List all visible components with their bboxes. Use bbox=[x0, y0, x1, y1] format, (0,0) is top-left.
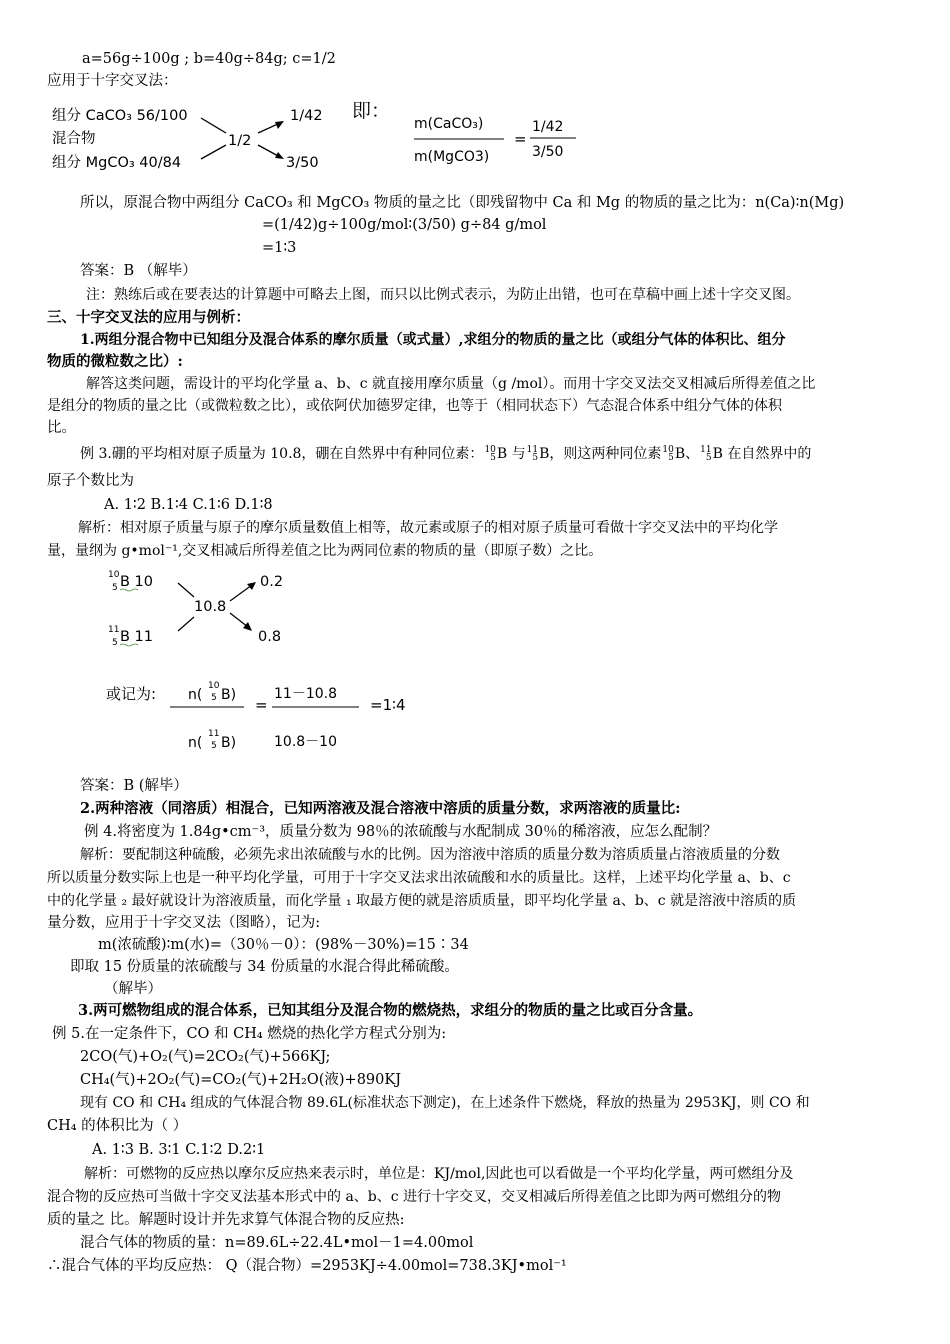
formula-line: m(浓硫酸)∶m(水)=（30％－0）：(98%－30%)=15∶34 bbox=[98, 937, 469, 953]
text-line: 解析：相对原子质量与原子的摩尔质量数值上相等，故元素或原子的相对原子质量可看做十字交叉法中的平均化学 bbox=[78, 520, 778, 536]
choices-line: A. 1∶3 B. 3∶1 C.1∶2 D.2∶1 bbox=[92, 1142, 266, 1158]
text-line: （解毕） bbox=[104, 981, 162, 997]
isotope-mass: 10 bbox=[108, 570, 120, 580]
text-line: 原子个数比为 bbox=[47, 473, 134, 489]
text-line: 解析：可燃物的反应热以摩尔反应热来表示时，单位是：KJ/mol,因此也可以看做是一个平均化学量，两可燃组分及 bbox=[84, 1166, 794, 1182]
isotope-mass: 10 bbox=[484, 445, 496, 455]
text-line: 混合物的反应热可当做十字交叉法基本形式中的 a、b、c 进行十字交叉，交叉相减后所得差值之比即为两可燃组分的物 bbox=[47, 1189, 782, 1205]
fraction-numerator: m(CaCO₃) bbox=[414, 116, 484, 132]
answer-line: 答案：B (解毕） bbox=[80, 778, 188, 794]
example-text: B、 bbox=[674, 446, 700, 462]
text-line: 量分数，应用于十字交叉法（图略），记为: bbox=[47, 915, 321, 931]
text-line: 中的化学量 ₂ 最好就设计为溶液质量，而化学量 ₁ 取最方便的就是溶质质量，即平均化学量 a、b、c 就是溶液中溶质的质 bbox=[47, 893, 797, 909]
cross-line bbox=[178, 583, 194, 597]
diagram-center-value: 1/2 bbox=[228, 133, 252, 149]
text-line: 所以质量分数实际上也是一种平均化学量，可用于十字交叉法求出浓硫酸和水的质量比。这样，上述平均化学量 a、b、c bbox=[47, 870, 791, 886]
example-line bbox=[80, 444, 811, 464]
text-line: 质的量之 比。解题时设计并先求算气体混合物的反应热: bbox=[47, 1212, 405, 1228]
text-line: 所以，原混合物中两组分 CaCO₃ 和 MgCO₃ 物质的量之比（即残留物中 Ca 和 Mg 的物质的量之比为：n(Ca)∶n(Mg) bbox=[80, 195, 845, 211]
diagram-out-top: 0.2 bbox=[260, 574, 284, 590]
text-line: 比。 bbox=[47, 420, 76, 436]
isotope-number: 5 bbox=[705, 453, 712, 463]
example-line: 例 5.在一定条件下，CO 和 CH₄ 燃烧的热化学方程式分别为: bbox=[52, 1026, 447, 1042]
cross-diagram-caco3-mgco3 bbox=[46, 95, 606, 185]
isotope-notation bbox=[662, 446, 673, 462]
answer-line: 答案：B （解毕） bbox=[80, 263, 197, 279]
diagram-center-value: 10.8 bbox=[194, 599, 227, 615]
formula-line: ∴混合气体的平均反应热： Q（混合物）=2953KJ÷4.00mol=738.3KJ•mol⁻¹ bbox=[47, 1258, 567, 1274]
text-line: 解析：要配制这种硫酸，必须先求出浓硫酸与水的比例。因为溶液中溶质的质量分数为溶质质量占溶液质量的分数 bbox=[80, 847, 780, 863]
note-line: 注：熟练后或在要表达的计算题中可略去上图，而只以比例式表示，为防止出错，也可在草稿中画上述十字交叉图。 bbox=[86, 287, 800, 303]
fraction-numerator: 1/42 bbox=[532, 119, 564, 135]
subheading: 1.两组分混合物中已知组分及混合体系的摩尔质量（或式量）,求组分的物质的量之比（或组分气体的体积比、组分 bbox=[80, 332, 786, 348]
ratio-result: =1∶4 bbox=[370, 696, 406, 714]
equals-sign: = bbox=[514, 130, 527, 148]
text-line: a=56g÷100g ; b=40g÷84g; c=1/2 bbox=[82, 51, 336, 67]
fraction-denominator: 3/50 bbox=[532, 144, 564, 160]
arrow-head bbox=[243, 622, 252, 631]
diagram-row-caco3: 组分 CaCO₃ 56/100 bbox=[52, 108, 188, 124]
isotope-number: 5 bbox=[490, 453, 496, 463]
isotope-number: 5 bbox=[532, 453, 539, 463]
isotope-number: 5 bbox=[668, 453, 674, 463]
ratio-formula bbox=[104, 675, 504, 760]
isotope-number: 5 bbox=[112, 583, 118, 593]
equation-line: 2CO(气)+O₂(气)=2CO₂(气)+566KJ; bbox=[80, 1049, 331, 1065]
text-line: 量，量纲为 g•mol⁻¹,交叉相减后所得差值之比为两同位素的物质的量（即原子数）之比。 bbox=[47, 543, 603, 559]
example-text: B 与 bbox=[496, 446, 526, 462]
text-line: 即取 15 份质量的浓硫酸与 34 份质量的水混合得此稀硫酸。 bbox=[70, 959, 459, 975]
text-line: =(1/42)g÷100g/mol∶(3/50) g÷84 g/mol bbox=[262, 217, 547, 233]
fraction-numerator-end: B) bbox=[221, 687, 237, 703]
isotope-mass: 10 bbox=[208, 681, 220, 691]
diagram-out-top: 1/42 bbox=[290, 108, 323, 124]
diagram-ji-label: 即： bbox=[352, 100, 391, 122]
example-text: B，则这两种同位素 bbox=[539, 446, 662, 462]
isotope-mass: 11 bbox=[208, 729, 220, 739]
isotope-number: 5 bbox=[211, 741, 217, 751]
arrow-head bbox=[275, 121, 284, 129]
subheading: 3.两可燃物组成的混合体系，已知其组分及混合物的燃烧热，求组分的物质的量之比或百分含量。 bbox=[78, 1002, 703, 1019]
diagram-row-mixture: 混合物 bbox=[52, 131, 96, 147]
fraction-numerator: n( bbox=[188, 687, 203, 703]
section-heading: 三、十字交叉法的应用与例析： bbox=[47, 309, 250, 326]
example-text: B 在自然界中的 bbox=[712, 446, 812, 462]
text-line: 解答这类问题，需设计的平均化学量 a、b、c 就直接用摩尔质量（g /mol）。而用十字交叉法交叉相减后所得差值之比 bbox=[86, 376, 816, 392]
fraction-denominator: 10.8－10 bbox=[274, 734, 337, 750]
isotope-number: 5 bbox=[211, 693, 217, 703]
subheading: 2.两种溶液（同溶质）相混合，已知两溶液及混合溶液中溶质的质量分数，求两溶液的质量比: bbox=[80, 800, 681, 817]
equals-sign: = bbox=[255, 696, 268, 714]
arrow-line bbox=[230, 585, 252, 601]
subheading: 物质的微粒数之比）: bbox=[47, 353, 183, 370]
diagram-row-mgco3: 组分 MgCO₃ 40/84 bbox=[52, 155, 182, 171]
arrow-line bbox=[230, 613, 248, 627]
text-line: =1∶3 bbox=[262, 240, 297, 256]
isotope-notation bbox=[484, 446, 495, 462]
fraction-denominator-end: B) bbox=[221, 735, 237, 751]
text-line: 是组分的物质的量之比（或微粒数之比），或依阿伏加德罗定律，也等于（相同状态下）气态混合体系中组分气体的体积 bbox=[47, 398, 782, 414]
isotope-mass: 10 bbox=[662, 445, 674, 455]
cross-line bbox=[201, 118, 226, 133]
arrow-head bbox=[275, 152, 284, 159]
formula-line: 混合气体的物质的量：n=89.6L÷22.4L•mol－1=4.00mol bbox=[80, 1235, 474, 1251]
isotope-number: 5 bbox=[112, 638, 118, 648]
huo-ji-label: 或记为: bbox=[106, 685, 157, 703]
isotope-notation bbox=[700, 446, 711, 462]
isotope-mass: 11 bbox=[700, 445, 712, 455]
text-line: 现有 CO 和 CH₄ 组成的气体混合物 89.6L(标准状态下测定)，在上述条件下燃烧，释放的热量为 2953KJ，则 CO 和 bbox=[80, 1095, 810, 1111]
diagram-out-bottom: 3/50 bbox=[286, 155, 319, 171]
cross-line bbox=[178, 617, 194, 631]
isotope-b10: B 10 bbox=[120, 574, 154, 590]
text-line: CH₄ 的体积比为（ ） bbox=[47, 1118, 188, 1134]
cross-diagram-svg bbox=[46, 95, 606, 185]
isotope-notation bbox=[527, 446, 538, 462]
fraction-numerator: 11－10.8 bbox=[274, 686, 337, 702]
ratio-formula-svg bbox=[104, 675, 504, 760]
arrow-head bbox=[247, 582, 256, 590]
fraction-denominator: m(MgCO3) bbox=[414, 149, 490, 165]
diagram-out-bottom: 0.8 bbox=[258, 629, 282, 645]
choices-line: A. 1∶2 B.1∶4 C.1∶6 D.1∶8 bbox=[104, 497, 273, 513]
example-line: 例 4.将密度为 1.84g•cm⁻³，质量分数为 98％的浓硫酸与水配制成 30％的稀溶液，应怎么配制？ bbox=[84, 824, 718, 840]
isotope-mass: 11 bbox=[108, 625, 120, 635]
equation-line: CH₄(气)+2O₂(气)=CO₂(气)+2H₂O(液)+890KJ bbox=[80, 1072, 402, 1088]
text-line: 应用于十字交叉法： bbox=[47, 73, 178, 89]
cross-line bbox=[201, 145, 226, 159]
fraction-denominator: n( bbox=[188, 735, 203, 751]
isotope-b11: B 11 bbox=[120, 629, 154, 645]
example-text: 例 3.硼的平均相对原子质量为 10.8，硼在自然界中有种同位素： bbox=[80, 446, 484, 462]
isotope-mass: 11 bbox=[526, 445, 539, 455]
